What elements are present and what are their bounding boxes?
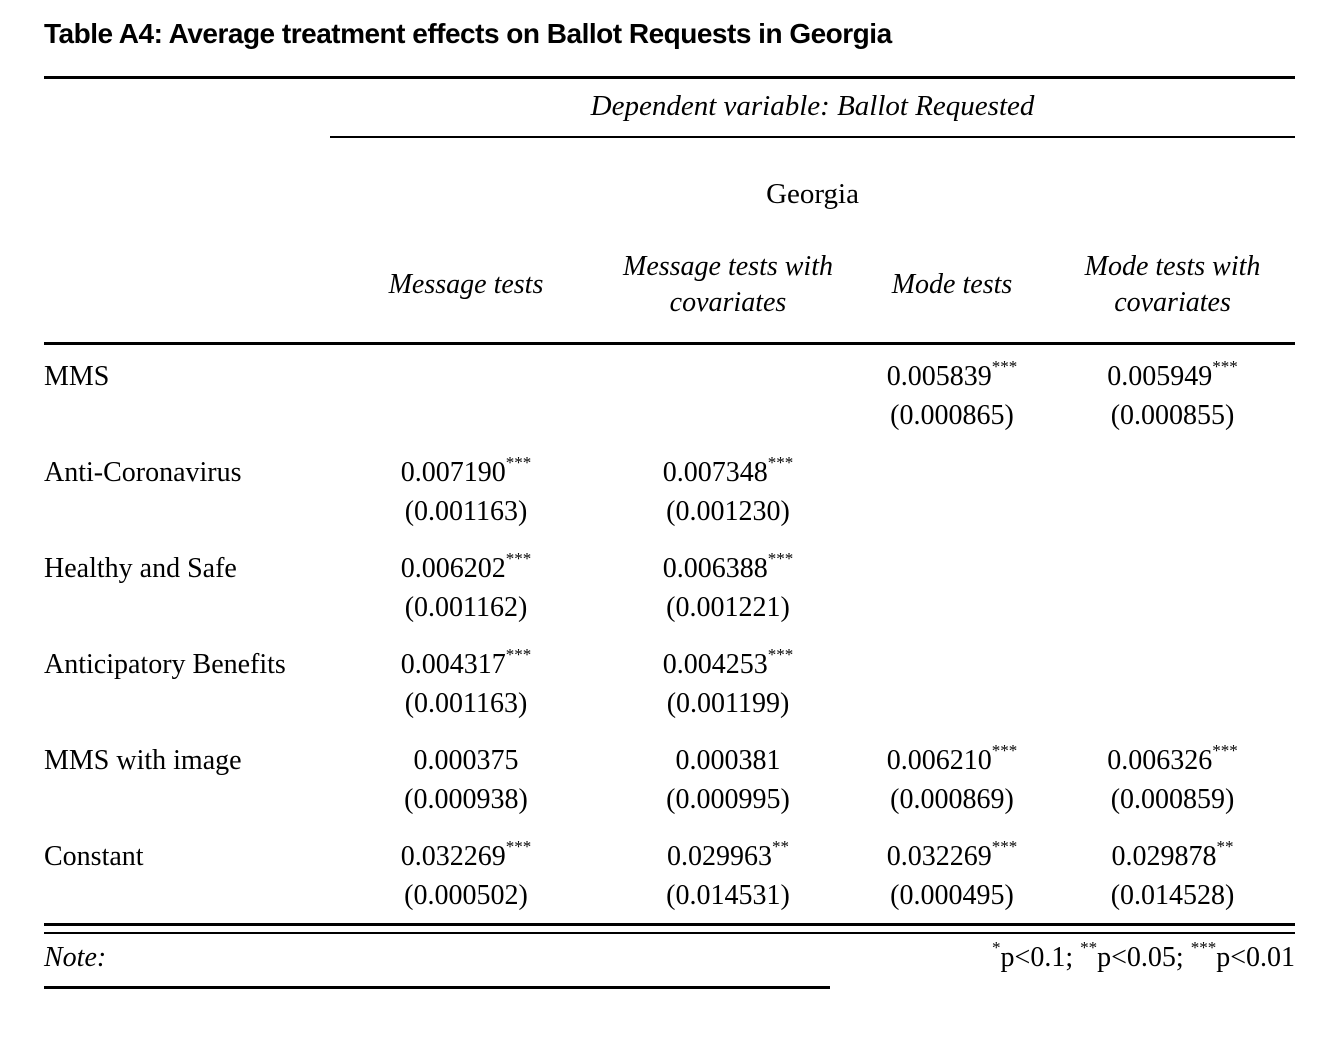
empty-cell [44,137,330,235]
se-cell: (0.014528) [1110,879,1235,911]
estimate-cell: 0.004317*** [400,645,532,680]
regression-table [44,76,1295,921]
estimate-cell: 0.029878** [1111,837,1234,872]
significance-stars: *** [991,357,1018,377]
table-row-se [44,585,1295,633]
se-cell: (0.001230) [666,495,790,527]
significance-stars: *** [505,453,532,473]
estimate-cell [1050,633,1295,681]
significance-stars: *** [1190,938,1217,958]
estimate-cell [602,343,854,393]
se-cell [1050,681,1295,729]
estimate-cell: 0.006210*** [886,741,1018,776]
row-label: Constant [44,840,144,872]
estimate-cell [854,633,1050,681]
significance-legend: *p<0.1; **p<0.05; ***p<0.01 [992,938,1295,973]
column-header-mode-tests-covariates: Mode tests with covariates [1050,235,1295,343]
estimate-cell: 0.006326*** [1107,741,1238,776]
se-cell [854,489,1050,537]
table-row-se [44,681,1295,729]
significance-stars: *** [505,837,532,857]
table-row [44,441,1295,489]
se-cell [330,393,602,441]
row-label: MMS with image [44,744,242,776]
empty-cell [44,681,330,729]
significance-stars: * [992,938,1001,958]
row-label: Healthy and Safe [44,552,237,584]
significance-stars: ** [772,837,789,857]
table-row-se [44,873,1295,921]
column-header-row [44,235,1295,343]
table-row [44,537,1295,585]
note-underline-rule [44,986,830,989]
column-header-message-tests: Message tests [330,235,602,343]
group-header-row [44,137,1295,235]
se-cell [602,393,854,441]
estimate-cell: 0.004253*** [662,645,794,680]
se-cell: (0.000859) [1110,783,1235,815]
significance-stars: *** [767,645,794,665]
estimate-cell: 0.000381 [675,744,781,776]
estimate-cell: 0.032269*** [400,837,532,872]
significance-stars: *** [1212,357,1238,377]
estimate-cell: 0.006388*** [662,549,794,584]
se-cell: (0.001221) [666,591,790,623]
se-cell: (0.000495) [890,879,1014,911]
significance-stars: *** [767,549,794,569]
table-title: Table A4: Average treatment effects on Ballot Requests in Georgia [44,18,892,49]
row-label: Anti-Coronavirus [44,456,242,488]
se-cell: (0.000869) [890,783,1014,815]
group-header: Georgia [766,178,859,210]
estimate-cell: 0.007190*** [400,453,532,488]
estimate-cell [330,343,602,393]
estimate-cell [1050,537,1295,585]
bottom-double-rule [44,923,1295,934]
table-row-se [44,777,1295,825]
column-header-mode-tests: Mode tests [854,235,1050,343]
se-cell: (0.001163) [404,687,528,719]
table-footer [44,938,1295,974]
row-label: Anticipatory Benefits [44,648,286,680]
significance-stars: ** [1080,938,1098,958]
se-cell: (0.000855) [1110,399,1235,431]
se-cell: (0.001163) [404,495,528,527]
estimate-cell: 0.032269*** [886,837,1018,872]
significance-stars: ** [1216,837,1234,857]
dependent-variable-header: Dependent variable: Ballot Requested [330,78,1295,138]
se-cell [854,681,1050,729]
empty-cell [44,78,330,138]
estimate-cell: 0.029963** [667,837,789,872]
estimate-cell [854,441,1050,489]
se-cell: (0.014531) [666,879,790,911]
empty-cell [44,235,330,343]
significance-stars: *** [767,453,794,473]
se-cell: (0.001199) [666,687,790,719]
estimate-cell: 0.005949*** [1107,357,1238,392]
significance-stars: *** [1212,741,1238,761]
estimate-cell [1050,441,1295,489]
se-cell [1050,585,1295,633]
table-row [44,825,1295,873]
estimate-cell: 0.006202*** [400,549,532,584]
significance-stars: *** [505,549,532,569]
significance-stars: *** [991,837,1018,857]
table-row [44,633,1295,681]
estimate-cell: 0.000375 [413,744,519,776]
empty-cell [44,873,330,921]
dependent-variable-row [44,78,1295,138]
se-cell: (0.000938) [404,783,528,815]
se-cell [1050,489,1295,537]
significance-stars: *** [505,645,532,665]
se-cell: (0.000865) [890,399,1014,431]
empty-cell [44,777,330,825]
se-cell: (0.000995) [666,783,790,815]
empty-cell [44,489,330,537]
note-label: Note: [44,941,107,973]
table-row [44,729,1295,777]
column-header-message-tests-covariates: Message tests with covariates [602,235,854,343]
significance-stars: *** [991,741,1018,761]
table-row-se [44,489,1295,537]
se-cell: (0.001162) [404,591,528,623]
estimate-cell [854,537,1050,585]
estimate-cell: 0.007348*** [662,453,794,488]
row-label: MMS [44,360,110,392]
empty-cell [44,585,330,633]
table-row [44,343,1295,393]
empty-cell [44,393,330,441]
se-cell: (0.000502) [404,879,528,911]
table-row-se [44,393,1295,441]
se-cell [854,585,1050,633]
estimate-cell: 0.005839*** [886,357,1018,392]
